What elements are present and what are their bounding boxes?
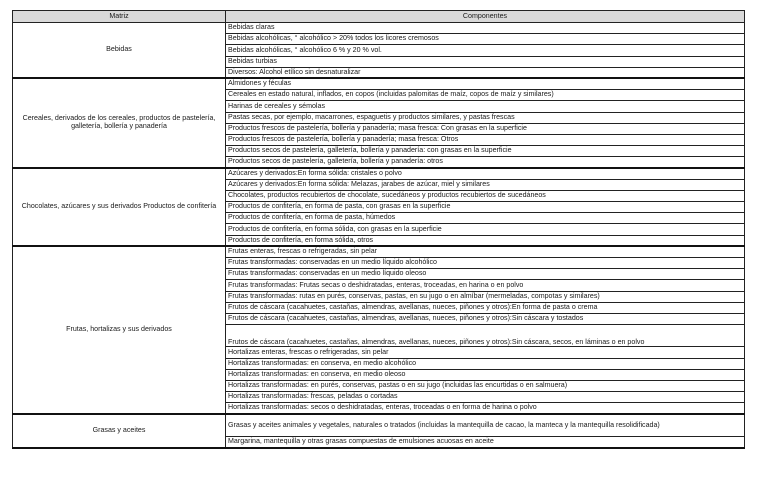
componente-cell[interactable]: Productos de confitería, en forma sólida, otros (226, 235, 745, 246)
header-matriz[interactable]: Matriz (13, 11, 226, 23)
componente-cell[interactable]: Cereales en estado natural, inflados, en copos (incluidas palomitas de maíz, copos de maíz y similares) (226, 90, 745, 101)
componente-cell[interactable]: Hortalizas transformadas: en purés, conservas, pastas o en su jugo (incluidas las encurtidas o en salmuera) (226, 381, 745, 392)
group-1 (13, 78, 745, 168)
componente-cell[interactable]: Azúcares y derivados:En forma sólida: cristales o polvo (226, 168, 745, 179)
table-row (13, 246, 745, 257)
componente-cell[interactable]: Productos frescos de pastelería, bollería y panadería; masa fresca: Con grasas en la superficie (226, 123, 745, 134)
componente-cell[interactable]: Bebidas alcohólicas, ° alcohólico > 20% todos los licores cremosos (226, 34, 745, 45)
header-row (13, 11, 745, 23)
matrix-components-table (12, 10, 745, 449)
componente-cell[interactable]: Bebidas alcohólicas, ° alcohólico 6 % y 20 % vol. (226, 45, 745, 56)
componente-cell[interactable]: Bebidas claras (226, 23, 745, 34)
table-row (13, 78, 745, 89)
componente-cell[interactable]: Frutos de cáscara (cacahuetes, castañas, almendras, avellanas, nueces, piñones y otros):Sin cáscara y tostados (226, 313, 745, 324)
componente-cell[interactable]: Productos de confitería, en forma de pasta, con grasas en la superficie (226, 202, 745, 213)
group-2 (13, 168, 745, 246)
header-componentes[interactable]: Componentes (226, 11, 745, 23)
componente-cell[interactable]: Frutas transformadas: conservadas en un medio líquido oleoso (226, 269, 745, 280)
group-4 (13, 414, 745, 448)
group-3 (13, 246, 745, 414)
componente-cell[interactable]: Productos secos de pastelería, galletería, bollería y panadería: otros (226, 157, 745, 168)
table-row (13, 168, 745, 179)
componente-cell[interactable]: Hortalizas transformadas: secos o deshidratadas, enteras, troceadas o en forma de harina o polvo (226, 403, 745, 414)
group-0 (13, 23, 745, 79)
componente-cell[interactable]: Productos frescos de pastelería, bollería y panadería; masa fresca: Otros (226, 134, 745, 145)
spreadsheet-sheet (12, 10, 744, 449)
componente-cell[interactable]: Productos de confitería, en forma de pasta, húmedos (226, 213, 745, 224)
matriz-cell[interactable]: Chocolates, azúcares y sus derivados Productos de confitería (13, 168, 226, 246)
componente-cell[interactable]: Almidones y féculas (226, 78, 745, 89)
componente-cell[interactable]: Margarina, mantequilla y otras grasas compuestas de emulsiones acuosas en aceite (226, 436, 745, 447)
componente-cell[interactable]: Frutos de cáscara (cacahuetes, castañas, almendras, avellanas, nueces, piñones y otros):Sin cáscara, secos, en láminas o en polvo (226, 325, 745, 347)
componente-cell[interactable]: Grasas y aceites animales y vegetales, naturales o tratados (incluidas la mantequilla de cacao, la manteca y la mantequilla resolidificada) (226, 414, 745, 436)
componente-cell[interactable]: Harinas de cereales y sémolas (226, 101, 745, 112)
matriz-cell[interactable]: Grasas y aceites (13, 414, 226, 448)
componente-cell[interactable]: Bebidas turbias (226, 56, 745, 67)
matriz-cell[interactable]: Frutas, hortalizas y sus derivados (13, 246, 226, 414)
componente-cell[interactable]: Chocolates, productos recubiertos de chocolate, sucedáneos y productos recubiertos de sucedáneos (226, 190, 745, 201)
componente-cell[interactable]: Hortalizas enteras, frescas o refrigeradas, sin pelar (226, 347, 745, 358)
componente-cell[interactable]: Productos de confitería, en forma sólida, con grasas en la superficie (226, 224, 745, 235)
table-row (13, 414, 745, 436)
matriz-cell[interactable]: Cereales, derivados de los cereales, productos de pastelería, galletería, bollería y panadería (13, 78, 226, 168)
componente-cell[interactable]: Hortalizas transformadas: en conserva, en medio oleoso (226, 369, 745, 380)
componente-cell[interactable]: Frutas transformadas: rutas en purés, conservas, pastas, en su jugo o en almíbar (mermeladas, compotas y similares) (226, 291, 745, 302)
componente-cell[interactable]: Frutas transformadas: Frutas secas o deshidratadas, enteras, troceadas, en harina o en polvo (226, 280, 745, 291)
componente-cell[interactable]: Frutas enteras, frescas o refrigeradas, sin pelar (226, 246, 745, 257)
table-row (13, 23, 745, 34)
matriz-cell[interactable]: Bebidas (13, 23, 226, 79)
componente-cell[interactable]: Pastas secas, por ejemplo, macarrones, espaguetis y productos similares, y pastas frescas (226, 112, 745, 123)
componente-cell[interactable]: Hortalizas transformadas: en conserva, en medio alcohólico (226, 358, 745, 369)
componente-cell[interactable]: Azúcares y derivados:En forma sólida: Melazas, jarabes de azúcar, miel y similares (226, 179, 745, 190)
componente-cell[interactable]: Frutos de cáscara (cacahuetes, castañas, almendras, avellanas, nueces, piñones y otros):En forma de pasta o crema (226, 302, 745, 313)
componente-cell[interactable]: Productos secos de pastelería, galletería, bollería y panadería: con grasas en la superficie (226, 146, 745, 157)
componente-cell[interactable]: Frutas transformadas: conservadas en un medio líquido alcohólico (226, 257, 745, 268)
componente-cell[interactable]: Diversos: Alcohol etílico sin desnaturalizar (226, 67, 745, 78)
componente-cell[interactable]: Hortalizas transformadas: frescas, peladas o cortadas (226, 392, 745, 403)
